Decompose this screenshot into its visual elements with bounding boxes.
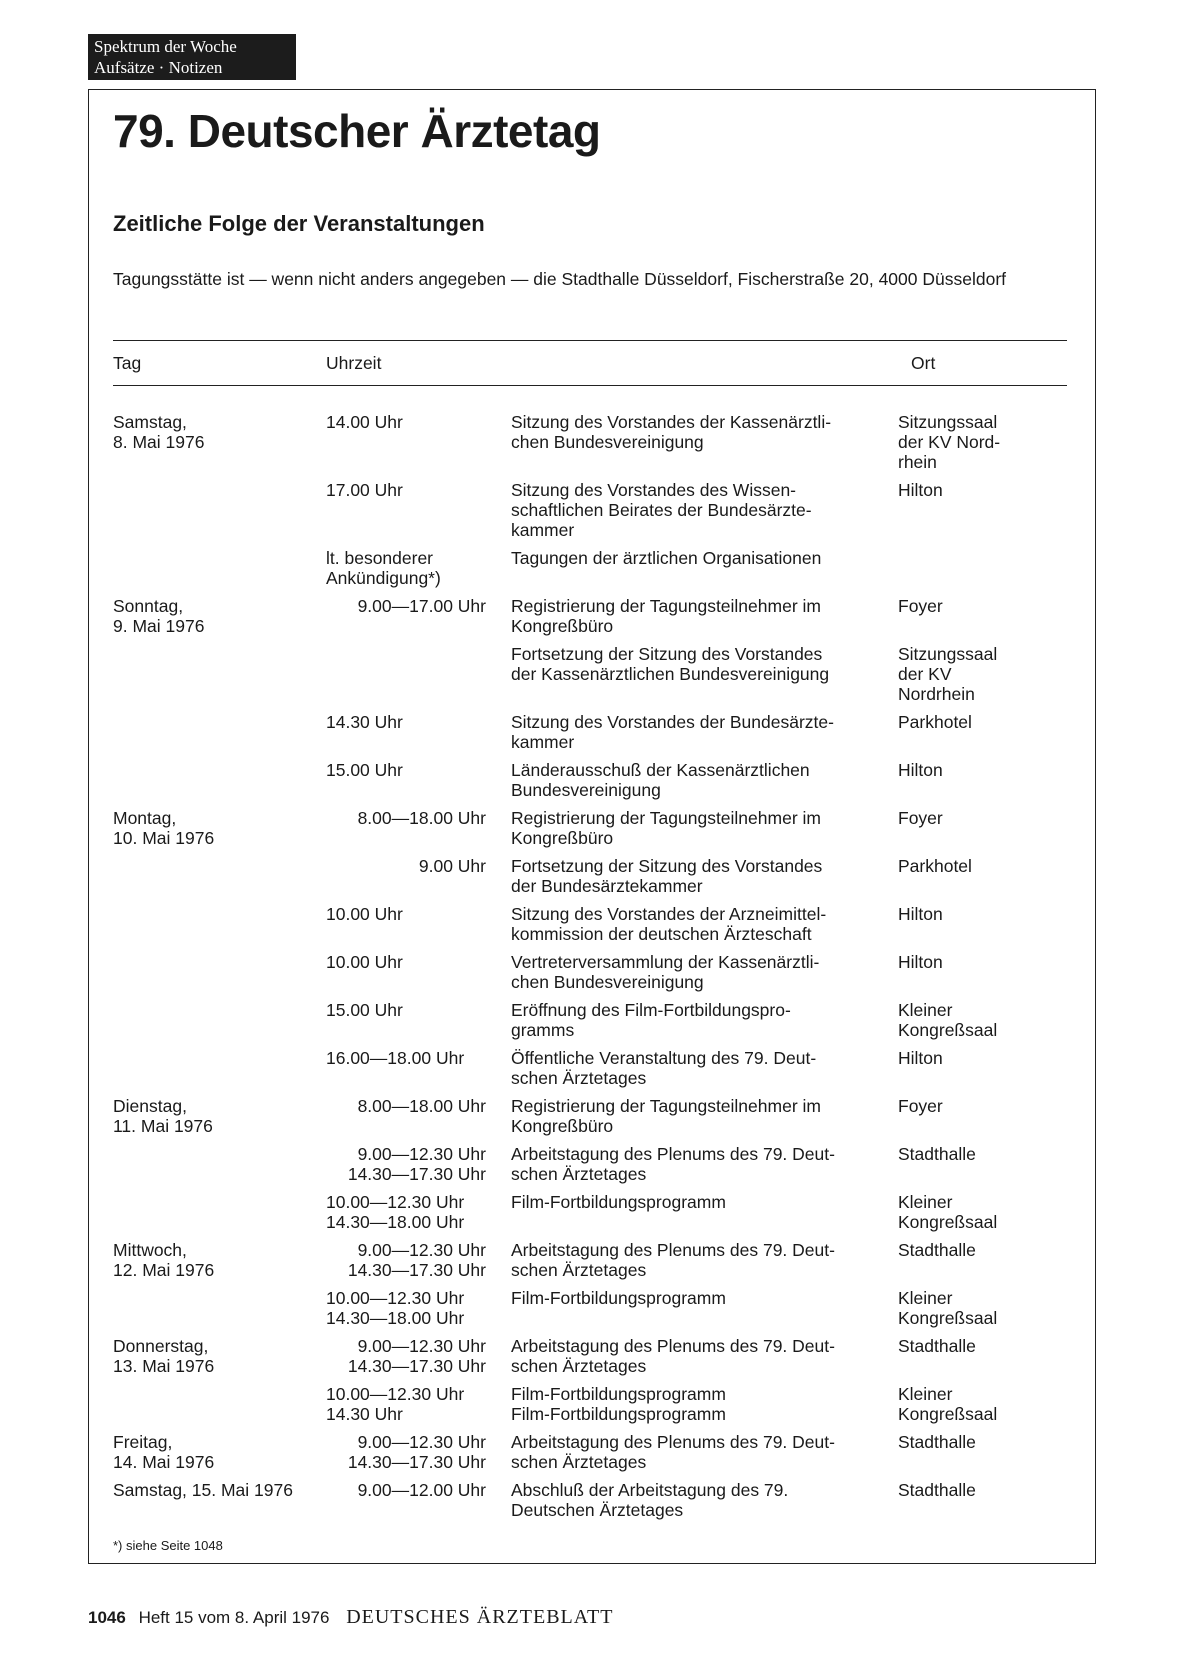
- row-day: [113, 1288, 326, 1328]
- row-time: 14.30 Uhr: [326, 712, 403, 732]
- row-time: 15.00 Uhr: [326, 1000, 403, 1020]
- row-place: Kleiner Kongreßsaal: [898, 1000, 998, 1040]
- row-event: Registrierung der Tagungsteilnehmer im Kongreßbüro: [511, 1096, 821, 1136]
- row-day: Dienstag, 11. Mai 1976: [113, 1096, 213, 1136]
- row-day: [113, 1144, 326, 1184]
- row-place: Kleiner Kongreßsaal: [898, 1384, 998, 1424]
- journal-name: DEUTSCHES ÄRZTEBLATT: [346, 1606, 614, 1628]
- table-row: [113, 644, 1067, 704]
- row-place: Sitzungssaal der KV Nord- rhein: [898, 412, 1001, 472]
- row-event: Registrierung der Tagungsteilnehmer im Kongreßbüro: [511, 808, 821, 848]
- page-number: 1046: [88, 1608, 126, 1627]
- row-day: [113, 712, 326, 752]
- row-place: Stadthalle: [898, 1480, 976, 1500]
- row-place: Hilton: [898, 952, 943, 972]
- page-footer: [88, 1606, 613, 1629]
- table-row: [113, 1384, 1067, 1424]
- row-day: [113, 644, 326, 704]
- row-place: [898, 548, 1067, 588]
- row-event: Sitzung des Vorstandes der Arzneimittel- kommission der deutschen Ärzteschaft: [511, 904, 827, 944]
- row-place: Hilton: [898, 760, 943, 780]
- row-day: [113, 548, 326, 588]
- table-row: [113, 712, 1067, 752]
- row-day: Donnerstag, 13. Mai 1976: [113, 1336, 215, 1376]
- row-time: 9.00—12.00 Uhr: [357, 1480, 486, 1500]
- table-row: [113, 808, 1067, 848]
- page-title: 79. Deutscher Ärztetag: [113, 105, 601, 157]
- row-time: 17.00 Uhr: [326, 480, 403, 500]
- row-event: Länderausschuß der Kassenärztlichen Bundesvereinigung: [511, 760, 810, 800]
- issue-info: Heft 15 vom 8. April 1976: [138, 1608, 330, 1627]
- row-day: Montag, 10. Mai 1976: [113, 808, 215, 848]
- row-time: 14.00 Uhr: [326, 412, 403, 432]
- row-place: Foyer: [898, 808, 943, 828]
- row-day: Sonntag, 9. Mai 1976: [113, 596, 205, 636]
- table-row: [113, 1048, 1067, 1088]
- table-row: [113, 1432, 1067, 1472]
- table-row: [113, 1000, 1067, 1040]
- row-day: [113, 480, 326, 540]
- intro-text: Tagungsstätte ist — wenn nicht anders angegeben — die Stadthalle Düsseldorf, Fischerstraße 20, 4000 Düsseldorf: [113, 269, 1007, 289]
- row-day: Samstag, 15. Mai 1976: [113, 1480, 293, 1500]
- section-label: [88, 34, 296, 80]
- row-time: 9.00—17.00 Uhr: [357, 596, 486, 616]
- column-header-place: Ort: [911, 353, 936, 373]
- row-time: 9.00—12.30 Uhr 14.30—17.30 Uhr: [347, 1144, 486, 1184]
- row-event: Tagungen der ärztlichen Organisationen: [511, 548, 822, 568]
- table-row: [113, 1192, 1067, 1232]
- row-day: Mittwoch, 12. Mai 1976: [113, 1240, 215, 1280]
- row-event: Öffentliche Veranstaltung des 79. Deut- schen Ärztetages: [511, 1048, 817, 1088]
- row-event: Sitzung des Vorstandes des Wissen- schaftlichen Beirates der Bundesärzte- kammer: [511, 480, 812, 540]
- table-row: [113, 1096, 1067, 1136]
- footnote: *) siehe Seite 1048: [113, 1538, 223, 1553]
- row-time: 9.00—12.30 Uhr 14.30—17.30 Uhr: [347, 1336, 486, 1376]
- row-place: Hilton: [898, 480, 943, 500]
- row-place: Sitzungssaal der KV Nordrhein: [898, 644, 998, 704]
- row-time: 10.00—12.30 Uhr 14.30—18.00 Uhr: [326, 1192, 465, 1232]
- row-day: [113, 1000, 326, 1040]
- row-place: Kleiner Kongreßsaal: [898, 1192, 998, 1232]
- row-time: lt. besonderer Ankündigung*): [326, 548, 441, 588]
- row-event: Vertreterversammlung der Kassenärztli- chen Bundesvereinigung: [511, 952, 820, 992]
- table-row: [113, 596, 1067, 636]
- row-time: 10.00—12.30 Uhr 14.30 Uhr: [326, 1384, 465, 1424]
- table-header-rule: [113, 385, 1067, 386]
- row-day: [113, 952, 326, 992]
- subtitle: Zeitliche Folge der Veranstaltungen: [113, 211, 485, 236]
- row-event: Film-Fortbildungsprogramm Film-Fortbildungsprogramm: [511, 1384, 726, 1424]
- column-header-time: Uhrzeit: [326, 353, 382, 373]
- row-event: Abschluß der Arbeitstagung des 79. Deutschen Ärztetages: [511, 1480, 789, 1520]
- row-time: 15.00 Uhr: [326, 760, 403, 780]
- row-event: Film-Fortbildungsprogramm: [511, 1288, 726, 1308]
- table-row: [113, 856, 1067, 896]
- row-day: [113, 1384, 326, 1424]
- table-row: [113, 904, 1067, 944]
- row-place: Parkhotel: [898, 856, 972, 876]
- row-time: 9.00—12.30 Uhr 14.30—17.30 Uhr: [347, 1432, 486, 1472]
- row-place: Stadthalle: [898, 1432, 976, 1452]
- row-place: Stadthalle: [898, 1144, 976, 1164]
- row-event: Fortsetzung der Sitzung des Vorstandes der Bundesärztekammer: [511, 856, 823, 896]
- row-event: Sitzung des Vorstandes der Bundesärzte- kammer: [511, 712, 834, 752]
- table-row: [113, 480, 1067, 540]
- row-event: Arbeitstagung des Plenums des 79. Deut- schen Ärztetages: [511, 1240, 835, 1280]
- table-row: [113, 1240, 1067, 1280]
- table-row: [113, 1480, 1067, 1520]
- table-top-rule: [113, 340, 1067, 341]
- row-time: 8.00—18.00 Uhr: [357, 1096, 486, 1116]
- table-row: [113, 1336, 1067, 1376]
- row-time: 9.00—12.30 Uhr 14.30—17.30 Uhr: [347, 1240, 486, 1280]
- table-row: [113, 952, 1067, 992]
- schedule-table: [113, 412, 1067, 1528]
- row-time: 16.00—18.00 Uhr: [326, 1048, 465, 1068]
- row-time: 10.00—12.30 Uhr 14.30—18.00 Uhr: [326, 1288, 465, 1328]
- table-row: [113, 412, 1067, 472]
- row-day: Freitag, 14. Mai 1976: [113, 1432, 215, 1472]
- table-row: [113, 1144, 1067, 1184]
- row-event: Registrierung der Tagungsteilnehmer im Kongreßbüro: [511, 596, 821, 636]
- row-place: Hilton: [898, 1048, 943, 1068]
- row-place: Foyer: [898, 596, 943, 616]
- row-time: 8.00—18.00 Uhr: [357, 808, 486, 828]
- row-day: [113, 760, 326, 800]
- row-place: Stadthalle: [898, 1336, 976, 1356]
- row-place: Foyer: [898, 1096, 943, 1116]
- row-place: Parkhotel: [898, 712, 972, 732]
- row-event: Sitzung des Vorstandes der Kassenärztli- chen Bundesvereinigung: [511, 412, 832, 452]
- row-day: [113, 1192, 326, 1232]
- row-event: Arbeitstagung des Plenums des 79. Deut- schen Ärztetages: [511, 1144, 835, 1184]
- column-header-day: Tag: [113, 353, 142, 373]
- row-time: [326, 644, 511, 704]
- row-day: Samstag, 8. Mai 1976: [113, 412, 205, 452]
- row-place: Hilton: [898, 904, 943, 924]
- section-label-line2: Aufsätze · Notizen: [94, 58, 223, 77]
- table-row: [113, 760, 1067, 800]
- row-event: Fortsetzung der Sitzung des Vorstandes der Kassenärztlichen Bundesvereinigung: [511, 644, 830, 684]
- row-day: [113, 856, 326, 896]
- row-time: 10.00 Uhr: [326, 904, 403, 924]
- table-row: [113, 548, 1067, 588]
- section-label-line1: Spektrum der Woche: [94, 37, 237, 56]
- row-place: Stadthalle: [898, 1240, 976, 1260]
- row-event: Arbeitstagung des Plenums des 79. Deut- schen Ärztetages: [511, 1336, 835, 1376]
- row-time: 10.00 Uhr: [326, 952, 403, 972]
- table-row: [113, 1288, 1067, 1328]
- row-event: Eröffnung des Film-Fortbildungspro- gramms: [511, 1000, 791, 1040]
- row-event: Arbeitstagung des Plenums des 79. Deut- schen Ärztetages: [511, 1432, 835, 1472]
- row-place: Kleiner Kongreßsaal: [898, 1288, 998, 1328]
- row-day: [113, 904, 326, 944]
- row-day: [113, 1048, 326, 1088]
- row-time: 9.00 Uhr: [418, 856, 486, 876]
- row-event: Film-Fortbildungsprogramm: [511, 1192, 726, 1212]
